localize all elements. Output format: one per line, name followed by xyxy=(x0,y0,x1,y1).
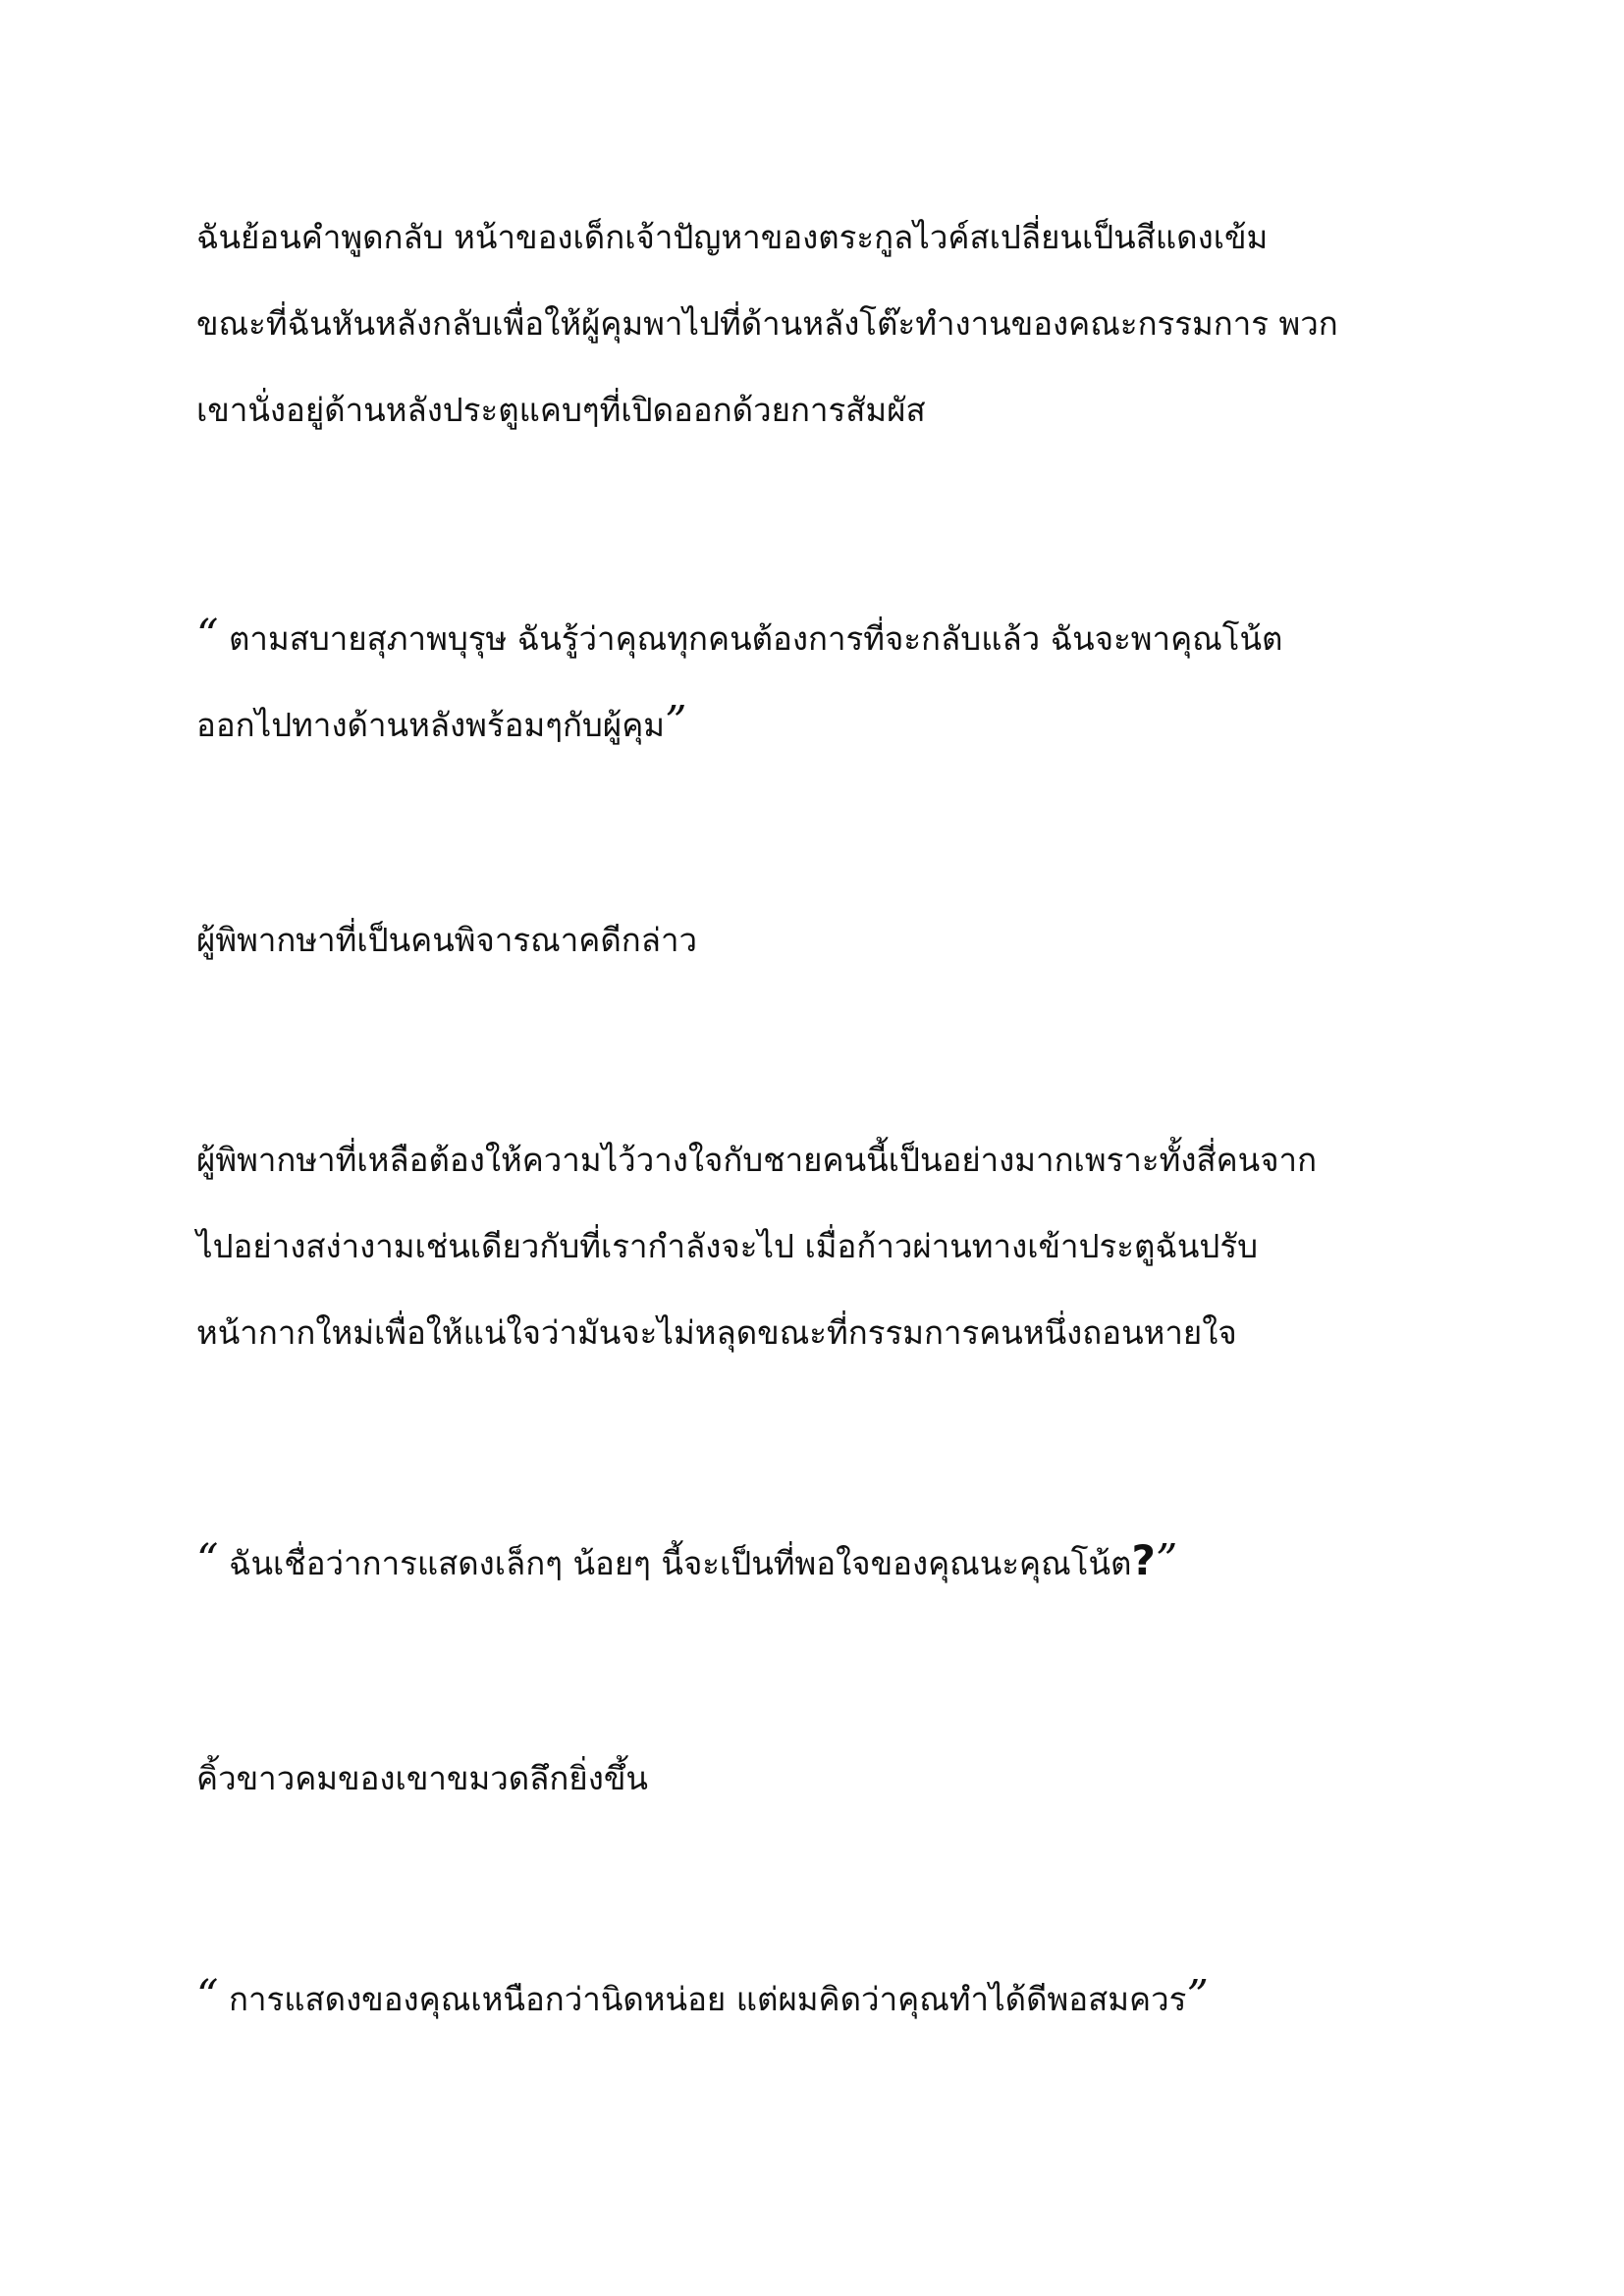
dialogue-text: ออกไปทางด้านหลังพร้อมๆกับผู้คุม xyxy=(196,706,666,744)
dialogue-text: ตามสบายสุภาพบุรุษ ฉันรู้ว่าคุณทุกคนต้องการที่จะกลับแล้ว ฉันจะพาคุณโน้ต xyxy=(218,619,1283,658)
paragraph-line: ไปอย่างสง่างามเช่นเดียวกับที่เรากำลังจะไป เมื่อก้าวผ่านทางเข้าประตูฉันปรับ xyxy=(196,1227,1259,1265)
dialogue-text: ฉันเชื่อว่าการแสดงเล็กๆ น้อยๆ นี้จะเป็นที่พอใจของคุณนะคุณโน้ต xyxy=(218,1544,1132,1582)
open-quote: “ xyxy=(196,611,219,661)
close-quote: ” xyxy=(1155,1535,1178,1585)
open-quote: “ xyxy=(196,1971,219,2021)
paragraph-line: เขานั่งอยู่ด้านหลังประตูแคบๆที่เปิดออกด้วยการสัมผัส xyxy=(196,391,926,429)
paragraph-line: ขณะที่ฉันหันหลังกลับเพื่อให้ผู้คุมพาไปที่ด้านหลังโต๊ะทำงานของคณะกรรมการ พวก xyxy=(196,304,1338,343)
close-quote: ” xyxy=(665,697,687,747)
paragraph-line xyxy=(196,607,1283,668)
paragraph-line xyxy=(196,1967,1209,2029)
paragraph-line xyxy=(196,693,687,755)
paragraph-line: คิ้วขาวคมของเขาขมวดลึกยิ่งขึ้น xyxy=(196,1759,648,1797)
paragraph-line: ผู้พิพากษาที่เป็นคนพิจารณาคดีกล่าว xyxy=(196,921,698,959)
paragraph-line: หน้ากากใหม่เพื่อให้แน่ใจว่ามันจะไม่หลุดขณะที่กรรมการคนหนึ่งถอนหายใจ xyxy=(196,1313,1237,1352)
paragraph-line xyxy=(196,1531,1177,1593)
dialogue-text: การแสดงของคุณเหนือกว่านิดหน่อย แต่ผมคิดว่าคุณทำได้ดีพอสมควร xyxy=(218,1980,1187,2018)
close-quote: ” xyxy=(1186,1971,1209,2021)
open-quote: “ xyxy=(196,1535,219,1585)
paragraph-line: ฉันย้อนคำพูดกลับ หน้าของเด็กเจ้าปัญหาของตระกูลไวค์สเปลี่ยนเป็นสีแดงเข้ม xyxy=(196,218,1269,256)
paragraph-line: ผู้พิพากษาที่เหลือต้องให้ความไว้วางใจกับชายคนนี้เป็นอย่างมากเพราะทั้งสี่คนจาก xyxy=(196,1141,1318,1179)
question-mark: ? xyxy=(1131,1536,1156,1584)
